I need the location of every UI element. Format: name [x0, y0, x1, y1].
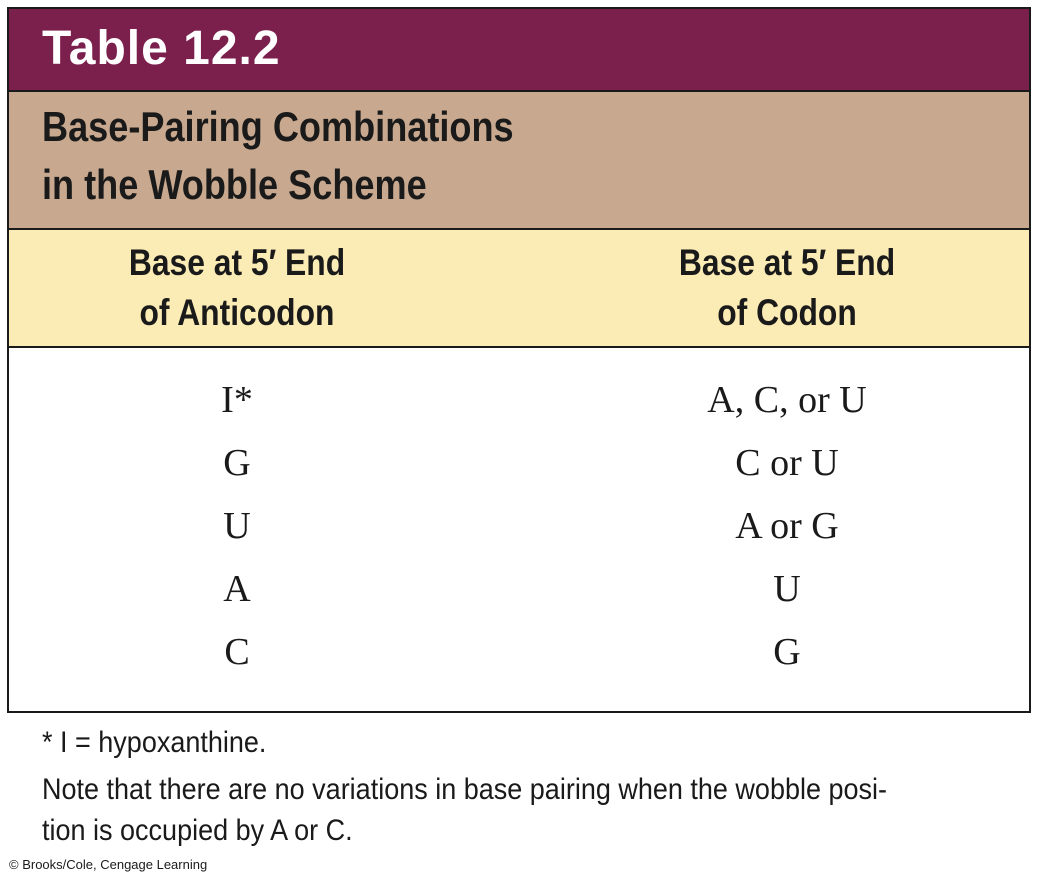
table-row	[9, 621, 1029, 684]
table-row	[9, 558, 1029, 621]
anticodon-cell: C	[224, 631, 250, 673]
table-row	[9, 369, 1029, 432]
codon-cell: C or U	[735, 442, 839, 484]
anticodon-cell: G	[223, 442, 251, 484]
column-header-codon-line-1: Base at 5′ End	[678, 242, 896, 283]
codon-cell: A, C, or U	[707, 379, 867, 421]
anticodon-cell: A	[223, 568, 251, 610]
subtitle-bar	[9, 92, 1029, 230]
codon-cell: A or G	[735, 505, 839, 547]
codon-cell: U	[773, 568, 801, 610]
column-header-anticodon-line-2: of Anticodon	[139, 292, 335, 333]
table-frame	[7, 7, 1031, 713]
table-subtitle-line-2: in the Wobble Scheme	[42, 161, 427, 208]
table-row	[9, 432, 1029, 495]
table-row	[9, 495, 1029, 558]
column-header-row	[9, 230, 1029, 348]
copyright-notice: © Brooks/Cole, Cengage Learning	[9, 857, 208, 872]
footnote-note-line-1: Note that there are no variations in base pairing when the wobble posi-	[42, 773, 888, 806]
table-title: Table 12.2	[42, 22, 281, 75]
column-header-codon-line-2: of Codon	[717, 292, 857, 333]
anticodon-cell: U	[223, 505, 251, 547]
table-subtitle-line-1: Base-Pairing Combinations	[42, 103, 514, 150]
codon-cell: G	[773, 631, 801, 673]
table-body	[9, 369, 1029, 684]
anticodon-cell: I*	[221, 379, 253, 421]
footnote-note-line-2: tion is occupied by A or C.	[42, 814, 353, 847]
footnote-hypoxanthine: * I = hypoxanthine.	[42, 726, 267, 759]
column-header-anticodon	[87, 238, 387, 338]
column-header-codon	[637, 238, 937, 338]
column-header-anticodon-line-1: Base at 5′ End	[128, 242, 346, 283]
title-bar	[9, 9, 1029, 92]
